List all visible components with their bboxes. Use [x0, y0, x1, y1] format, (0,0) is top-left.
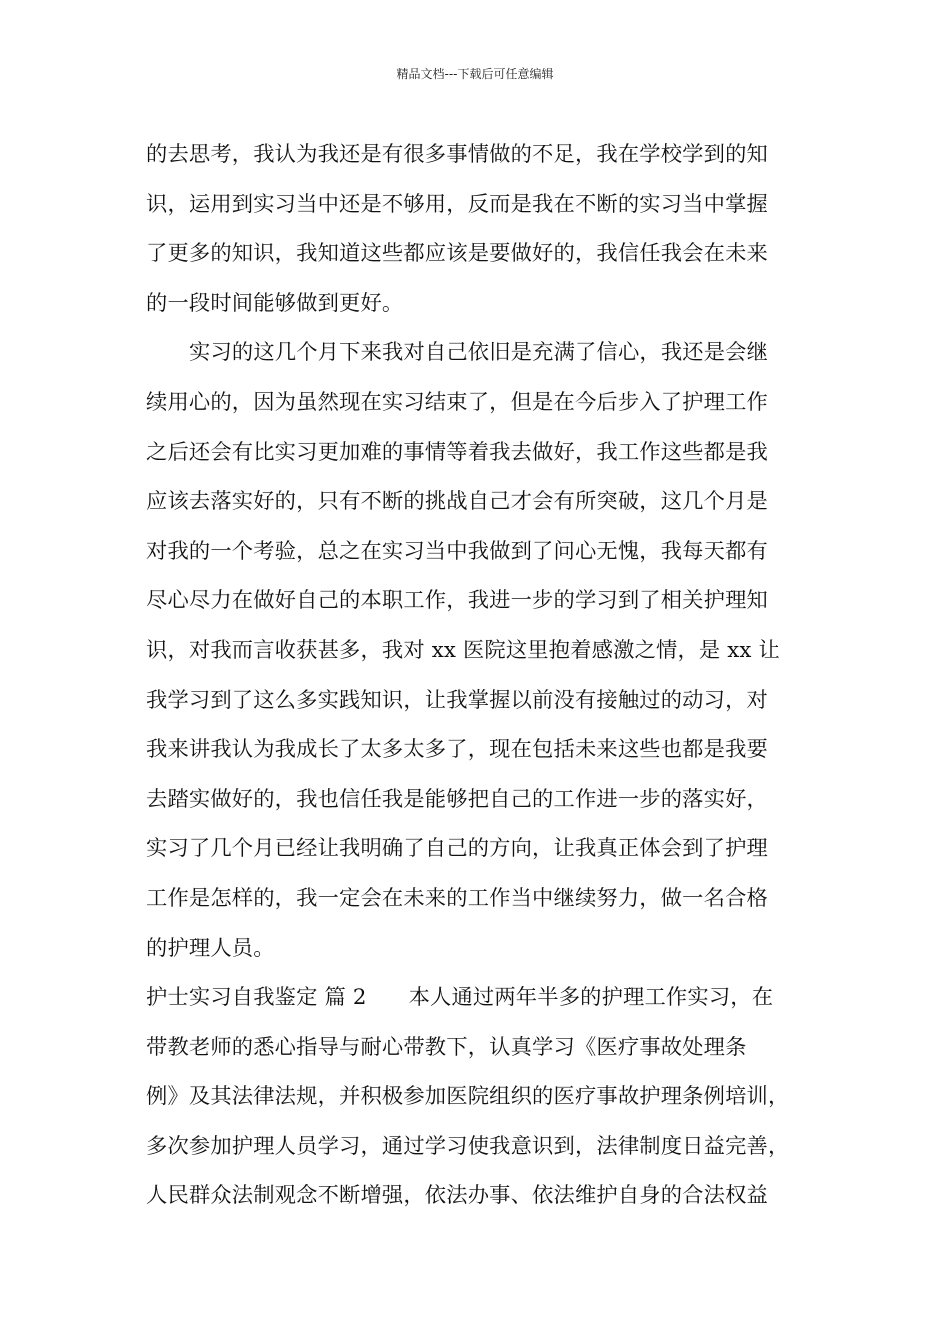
- paragraph-line: 人民群众法制观念不断增强，依法办事、依法维护自身的合法权益: [146, 1183, 768, 1209]
- paragraph-line: 了更多的知识，我知道这些都应该是要做好的，我信任我会在未来: [146, 241, 768, 267]
- paragraph-line: 续用心的，因为虽然现在实习结束了，但是在今后步入了护理工作: [146, 389, 768, 415]
- paragraph-line: 实习了几个月已经让我明确了自己的方向，让我真正体会到了护理: [146, 836, 768, 862]
- paragraph-line: 的护理人员。: [146, 935, 275, 961]
- paragraph-line: 的去思考，我认为我还是有很多事情做的不足，我在学校学到的知: [146, 142, 768, 167]
- paragraph-line: 例》及其法律法规，并积极参加医院组织的医疗事故护理条例培训，: [146, 1084, 790, 1110]
- paragraph-line-text: 本人通过两年半多的护理工作实习，在: [408, 985, 774, 1011]
- paragraph-line: 实习的这几个月下来我对自己依旧是充满了信心，我还是会继: [189, 340, 769, 366]
- paragraph-line: 应该去落实好的，只有不断的挑战自己才会有所突破，这几个月是: [146, 489, 768, 515]
- paragraph-line: 我学习到了这么多实践知识，让我掌握以前没有接触过的动习，对: [146, 687, 768, 713]
- document-body: [146, 130, 810, 1221]
- paragraph-line: 去踏实做好的，我也信任我是能够把自己的工作进一步的落实好，: [146, 786, 768, 812]
- paragraph-line: 我来讲我认为我成长了太多太多了，现在包括未来这些也都是我要: [146, 737, 768, 763]
- paragraph-line: 对我的一个考验，总之在实习当中我做到了问心无愧，我每天都有: [146, 538, 768, 564]
- paragraph-line: 尽心尽力在做好自己的本职工作，我进一步的学习到了相关护理知: [146, 588, 768, 614]
- page-header: 精品文档---下载后可任意编辑: [396, 67, 554, 81]
- paragraph-line: 带教老师的悉心指导与耐心带教下，认真学习《医疗事故处理条: [146, 1034, 747, 1060]
- paragraph-line: 多次参加护理人员学习，通过学习使我意识到，法律制度日益完善，: [146, 1133, 790, 1159]
- paragraph-line: 之后还会有比实习更加难的事情等着我去做好，我工作这些都是我: [146, 439, 768, 465]
- paragraph-line: 工作是怎样的，我一定会在未来的工作当中继续努力，做一名合格: [146, 885, 768, 911]
- paragraph-line: 识，运用到实习当中还是不够用，反而是我在不断的实习当中掌握: [146, 191, 768, 217]
- paragraph-line: 的一段时间能够做到更好。: [146, 290, 404, 316]
- section-heading-line: [146, 973, 810, 1023]
- paragraph-line: 识，对我而言收获甚多，我对 xx 医院这里抱着感激之情，是 xx 让: [146, 637, 780, 663]
- section-heading: 护士实习自我鉴定 篇 2: [146, 985, 367, 1011]
